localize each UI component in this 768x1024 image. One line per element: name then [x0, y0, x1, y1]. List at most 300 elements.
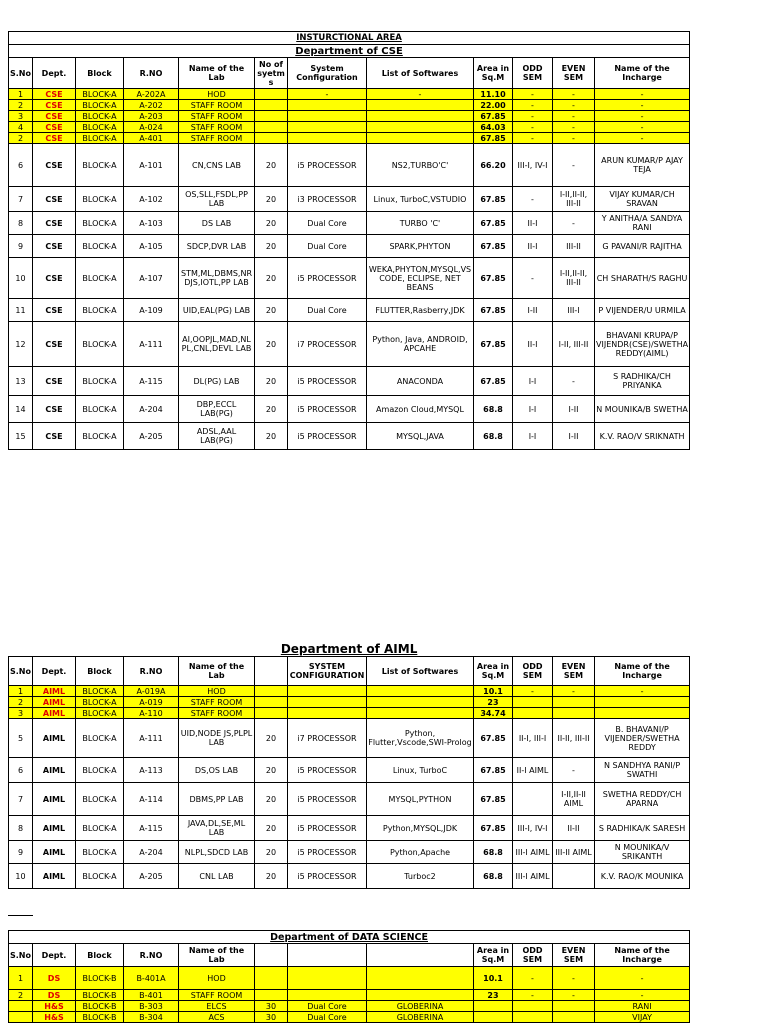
cse-table-cell: BLOCK-A — [76, 122, 124, 133]
aiml-table-cell: S RADHIKA/K SARESH — [595, 816, 690, 841]
ds-table-cell — [553, 1012, 595, 1023]
cse-header-cell: Name of the Lab — [179, 58, 255, 89]
cse-table-cell: A-115 — [124, 367, 179, 396]
cse-table-cell: 67.85 — [474, 187, 513, 212]
cse-table-cell: I-II,II-II, III-II — [553, 187, 595, 212]
cse-table-cell: A-107 — [124, 258, 179, 299]
aiml-table-cell: i7 PROCESSOR — [288, 719, 367, 758]
cse-header-cell: R.NO — [124, 58, 179, 89]
aiml-table-cell: JAVA,DL,SE,ML LAB — [179, 816, 255, 841]
cse-table-cell: 67.85 — [474, 258, 513, 299]
aiml-table-cell: A-205 — [124, 864, 179, 889]
cse-table-cell: DBP,ECCL LAB(PG) — [179, 396, 255, 423]
cse-table-cell: DS LAB — [179, 212, 255, 235]
cse-table-cell: 6 — [9, 144, 33, 187]
aiml-table — [8, 642, 690, 889]
cse-table-cell: 20 — [255, 144, 288, 187]
cse-table-cell: 20 — [255, 187, 288, 212]
aiml-table-cell: A-019A — [124, 686, 179, 697]
aiml-table-cell: AIML — [33, 708, 76, 719]
ds-table-cell: Dual Core — [288, 1001, 367, 1012]
aiml-table-cell: A-113 — [124, 758, 179, 783]
aiml-table-cell: 68.8 — [474, 841, 513, 864]
cse-table-row — [9, 133, 690, 144]
cse-table-cell: 67.85 — [474, 235, 513, 258]
aiml-table-cell — [367, 708, 474, 719]
ds-header-cell: R.NO — [124, 944, 179, 967]
aiml-table-cell: III-II AIML — [553, 841, 595, 864]
cse-table-cell: 67.85 — [474, 111, 513, 122]
cse-table-row — [9, 122, 690, 133]
cse-table-cell — [255, 122, 288, 133]
cse-table-cell: MYSQL,JAVA — [367, 423, 474, 450]
cse-table-cell: A-103 — [124, 212, 179, 235]
cse-table-cell: BLOCK-A — [76, 396, 124, 423]
cse-table-cell: BLOCK-A — [76, 235, 124, 258]
cse-table-cell: - — [553, 367, 595, 396]
ds-table-cell: HOD — [179, 967, 255, 990]
cse-table-row — [9, 235, 690, 258]
ds-header-cell: Name of the Lab — [179, 944, 255, 967]
aiml-table-cell: BLOCK-A — [76, 697, 124, 708]
aiml-table-cell — [513, 697, 553, 708]
cse-table-cell: - — [513, 187, 553, 212]
cse-table-cell: 8 — [9, 212, 33, 235]
cse-table-cell: - — [553, 89, 595, 100]
aiml-table-row — [9, 783, 690, 816]
aiml-table-row — [9, 758, 690, 783]
aiml-table-cell: 7 — [9, 783, 33, 816]
ds-table-cell — [474, 1001, 513, 1012]
ds-table-cell: B-401 — [124, 990, 179, 1001]
cse-table-cell: I-I — [513, 396, 553, 423]
aiml-table-row — [9, 719, 690, 758]
cse-table-cell: 1 — [9, 89, 33, 100]
aiml-table-cell: DBMS,PP LAB — [179, 783, 255, 816]
aiml-table-cell: B. BHAVANI/P VIJENDER/SWETHA REDDY — [595, 719, 690, 758]
aiml-header-cell: Name of the Lab — [179, 657, 255, 686]
ds-table-cell: DS — [33, 990, 76, 1001]
ds-table-row — [9, 1001, 690, 1012]
cse-table-cell: 67.85 — [474, 299, 513, 322]
cse-table-cell: 20 — [255, 299, 288, 322]
ds-header-cell: ODD SEM — [513, 944, 553, 967]
cse-table-cell: - — [367, 89, 474, 100]
aiml-table-cell — [255, 697, 288, 708]
cse-table-cell: 10 — [9, 258, 33, 299]
aiml-table-cell: A-110 — [124, 708, 179, 719]
cse-table-cell: 67.85 — [474, 133, 513, 144]
aiml-header-cell: Area in Sq.M — [474, 657, 513, 686]
aiml-table-cell: BLOCK-A — [76, 719, 124, 758]
aiml-table-cell: MYSQL,PYTHON — [367, 783, 474, 816]
cse-table-cell: i7 PROCESSOR — [288, 322, 367, 367]
aiml-table-cell: AIML — [33, 841, 76, 864]
ds-title: Department of DATA SCIENCE — [9, 931, 690, 944]
aiml-table-cell: i5 PROCESSOR — [288, 783, 367, 816]
aiml-table-cell: AIML — [33, 697, 76, 708]
cse-table-cell: - — [513, 258, 553, 299]
cse-table-cell: A-203 — [124, 111, 179, 122]
aiml-table-cell: 20 — [255, 816, 288, 841]
aiml-table-cell: 68.8 — [474, 864, 513, 889]
ds-table-cell: B-303 — [124, 1001, 179, 1012]
ds-table-cell — [474, 1012, 513, 1023]
cse-header-cell: S.No — [9, 58, 33, 89]
aiml-table-cell: 20 — [255, 864, 288, 889]
cse-header-cell: List of Softwares — [367, 58, 474, 89]
ds-table-cell — [367, 967, 474, 990]
ds-header-cell: Name of the Incharge — [595, 944, 690, 967]
ds-table-cell: H&S — [33, 1001, 76, 1012]
cse-table-cell: II-I — [513, 235, 553, 258]
cse-table-cell: BLOCK-A — [76, 133, 124, 144]
cse-table-cell: I-II — [513, 299, 553, 322]
cse-table-cell: - — [553, 122, 595, 133]
aiml-table-cell: BLOCK-A — [76, 686, 124, 697]
aiml-table-cell: 67.85 — [474, 758, 513, 783]
cse-table-row — [9, 100, 690, 111]
cse-table-cell: - — [513, 89, 553, 100]
cse-table-cell: I-II — [553, 396, 595, 423]
cse-table-cell: - — [553, 133, 595, 144]
aiml-header-cell: Block — [76, 657, 124, 686]
cse-table-cell: 67.85 — [474, 322, 513, 367]
ds-table-cell: GLOBERINA — [367, 1012, 474, 1023]
cse-table-cell: A-401 — [124, 133, 179, 144]
cse-table-cell: ANACONDA — [367, 367, 474, 396]
cse-table-cell: A-202 — [124, 100, 179, 111]
cse-table-cell: 9 — [9, 235, 33, 258]
cse-table-cell: BLOCK-A — [76, 212, 124, 235]
cse-table-cell: i5 PROCESSOR — [288, 144, 367, 187]
cse-table-cell: CH SHARATH/S RAGHU — [595, 258, 690, 299]
cse-table-cell: - — [553, 100, 595, 111]
cse-table-cell: 3 — [9, 111, 33, 122]
cse-table-cell: N MOUNIKA/B SWETHA — [595, 396, 690, 423]
ds-table-cell — [9, 1012, 33, 1023]
aiml-header-cell: S.No — [9, 657, 33, 686]
cse-table-cell: Linux, TurboC,VSTUDIO — [367, 187, 474, 212]
cse-table-cell: STAFF ROOM — [179, 100, 255, 111]
cse-table-cell — [255, 89, 288, 100]
aiml-table-cell: 2 — [9, 697, 33, 708]
cse-table-cell: UID,EAL(PG) LAB — [179, 299, 255, 322]
cse-table-cell: CSE — [33, 235, 76, 258]
aiml-table-cell — [553, 864, 595, 889]
ds-table-cell: STAFF ROOM — [179, 990, 255, 1001]
aiml-header-cell: SYSTEM CONFIGURATION — [288, 657, 367, 686]
aiml-table-cell: AIML — [33, 816, 76, 841]
aiml-table-cell: II-I, III-I — [513, 719, 553, 758]
cse-table-cell: 20 — [255, 396, 288, 423]
cse-table-cell: 67.85 — [474, 367, 513, 396]
aiml-table-cell: I-II,II-II AIML — [553, 783, 595, 816]
aiml-header-cell: R.NO — [124, 657, 179, 686]
cse-table-cell: Dual Core — [288, 299, 367, 322]
ds-table-cell: BLOCK-B — [76, 1012, 124, 1023]
aiml-table-cell: - — [595, 686, 690, 697]
aiml-table-cell: 23 — [474, 697, 513, 708]
aiml-table-cell: A-115 — [124, 816, 179, 841]
aiml-table-cell: - — [553, 758, 595, 783]
aiml-table-cell: 67.85 — [474, 783, 513, 816]
cse-table-cell: III-I — [553, 299, 595, 322]
aiml-header-cell: EVEN SEM — [553, 657, 595, 686]
cse-table-cell: CSE — [33, 133, 76, 144]
aiml-table-cell: AIML — [33, 783, 76, 816]
cse-table-cell: - — [553, 144, 595, 187]
ds-table-cell: 30 — [255, 1001, 288, 1012]
ds-header-cell: Block — [76, 944, 124, 967]
ds-table-cell: BLOCK-B — [76, 990, 124, 1001]
cse-table-cell: i5 PROCESSOR — [288, 367, 367, 396]
ds-table-cell: - — [553, 990, 595, 1001]
aiml-header-cell: List of Softwares — [367, 657, 474, 686]
ds-table-cell — [513, 1012, 553, 1023]
cse-header-row — [9, 58, 690, 89]
cse-table-cell: - — [595, 100, 690, 111]
aiml-title: Department of AIML — [9, 642, 690, 657]
aiml-table-cell: - — [553, 686, 595, 697]
ds-header-cell: Area in Sq.M — [474, 944, 513, 967]
cse-table-cell: 11.10 — [474, 89, 513, 100]
ds-header-cell — [367, 944, 474, 967]
cse-table-cell: II-I — [513, 212, 553, 235]
cse-table-cell: i5 PROCESSOR — [288, 423, 367, 450]
cse-table-cell: 2 — [9, 100, 33, 111]
aiml-table-cell: N MOUNIKA/V SRIKANTH — [595, 841, 690, 864]
cse-table-cell: Dual Core — [288, 235, 367, 258]
cse-table-cell: - — [513, 133, 553, 144]
cse-table-cell: CSE — [33, 322, 76, 367]
cse-table-cell: i3 PROCESSOR — [288, 187, 367, 212]
cse-table-cell: TURBO 'C' — [367, 212, 474, 235]
cse-table-cell: 13 — [9, 367, 33, 396]
aiml-table-cell: 20 — [255, 719, 288, 758]
ds-table-cell: 23 — [474, 990, 513, 1001]
cse-table-cell: 67.85 — [474, 212, 513, 235]
cse-table-cell — [255, 133, 288, 144]
ds-header-cell — [255, 944, 288, 967]
cse-table-cell: 15 — [9, 423, 33, 450]
cse-table-row — [9, 423, 690, 450]
aiml-table-row — [9, 841, 690, 864]
cse-table-cell — [367, 100, 474, 111]
cse-table-cell: i5 PROCESSOR — [288, 396, 367, 423]
cse-table-cell: 20 — [255, 322, 288, 367]
ds-table-cell: BLOCK-B — [76, 967, 124, 990]
cse-table-cell: I-II,II-II, III-II — [553, 258, 595, 299]
aiml-table-cell: N SANDHYA RANI/P SWATHI — [595, 758, 690, 783]
cse-table-cell: ADSL,AAL LAB(PG) — [179, 423, 255, 450]
cse-table-cell: BLOCK-A — [76, 322, 124, 367]
aiml-table-cell: Python,MYSQL,JDK — [367, 816, 474, 841]
aiml-table-cell — [288, 697, 367, 708]
aiml-table-cell: 3 — [9, 708, 33, 719]
aiml-header-cell: Name of the Incharge — [595, 657, 690, 686]
aiml-table-cell: 20 — [255, 841, 288, 864]
cse-table-cell: BLOCK-A — [76, 299, 124, 322]
ds-table-cell: GLOBERINA — [367, 1001, 474, 1012]
cse-table-cell: STAFF ROOM — [179, 111, 255, 122]
cse-table-cell — [288, 133, 367, 144]
cse-table-cell: I-II — [553, 423, 595, 450]
cse-table-cell: Y ANITHA/A SANDYA RANI — [595, 212, 690, 235]
aiml-table-cell — [367, 697, 474, 708]
cse-table-cell: CSE — [33, 212, 76, 235]
ds-table-cell — [288, 967, 367, 990]
cse-table-row — [9, 367, 690, 396]
aiml-header-cell: ODD SEM — [513, 657, 553, 686]
ds-table-cell — [255, 990, 288, 1001]
ds-table-cell: H&S — [33, 1012, 76, 1023]
cse-header-cell: Name of the Incharge — [595, 58, 690, 89]
cse-table-cell: 20 — [255, 235, 288, 258]
cse-table-cell: A-202A — [124, 89, 179, 100]
cse-table-cell: BLOCK-A — [76, 89, 124, 100]
cse-table-cell: STM,ML,DBMS,NRDJS,IOTL,PP LAB — [179, 258, 255, 299]
cse-table-cell: CN,CNS LAB — [179, 144, 255, 187]
aiml-table-cell: Linux, TurboC — [367, 758, 474, 783]
cse-table-cell: 11 — [9, 299, 33, 322]
aiml-table-cell: - — [513, 686, 553, 697]
aiml-table-cell: 67.85 — [474, 816, 513, 841]
cse-table-cell: CSE — [33, 258, 76, 299]
aiml-table-cell — [255, 708, 288, 719]
area-caption: INSTURCTIONAL AREA — [9, 32, 690, 45]
cse-table-cell — [367, 133, 474, 144]
cse-table-cell: A-102 — [124, 187, 179, 212]
aiml-table-cell — [367, 686, 474, 697]
cse-table-row — [9, 111, 690, 122]
cse-table-cell: WEKA,PHYTON,MYSQL,VSCODE, ECLIPSE, NET BEANS — [367, 258, 474, 299]
cse-table-cell: CSE — [33, 396, 76, 423]
aiml-table-cell — [553, 708, 595, 719]
ds-table-cell: BLOCK-B — [76, 1001, 124, 1012]
cse-table — [8, 31, 690, 450]
aiml-table-row — [9, 708, 690, 719]
cse-header-cell: No of syetms — [255, 58, 288, 89]
aiml-table-cell: A-114 — [124, 783, 179, 816]
aiml-table-cell: II-II — [553, 816, 595, 841]
aiml-table-cell — [288, 708, 367, 719]
cse-table-cell: Amazon Cloud,MYSQL — [367, 396, 474, 423]
aiml-table-row — [9, 686, 690, 697]
aiml-table-cell: 34.74 — [474, 708, 513, 719]
aiml-table-cell: II-II, III-II — [553, 719, 595, 758]
aiml-table-cell: AIML — [33, 686, 76, 697]
ds-header-cell: Dept. — [33, 944, 76, 967]
aiml-table-cell — [255, 686, 288, 697]
cse-table-cell: VIJAY KUMAR/CH SRAVAN — [595, 187, 690, 212]
ds-table-cell: ACS — [179, 1012, 255, 1023]
ds-table-cell: Dual Core — [288, 1012, 367, 1023]
aiml-table-cell: STAFF ROOM — [179, 697, 255, 708]
ds-table-cell: - — [513, 967, 553, 990]
aiml-table-cell: 9 — [9, 841, 33, 864]
cse-table-cell: - — [513, 100, 553, 111]
ds-table-cell: - — [595, 990, 690, 1001]
cse-table-cell: 4 — [9, 122, 33, 133]
cse-table-cell: FLUTTER,Rasberry,JDK — [367, 299, 474, 322]
ds-header-cell: EVEN SEM — [553, 944, 595, 967]
aiml-table-cell: BLOCK-A — [76, 758, 124, 783]
cse-table-cell: A-105 — [124, 235, 179, 258]
cse-table-cell: SPARK,PHYTON — [367, 235, 474, 258]
cse-table-cell: 20 — [255, 258, 288, 299]
cse-table-cell: S RADHIKA/CH PRIYANKA — [595, 367, 690, 396]
aiml-table-cell: III-I, IV-I — [513, 816, 553, 841]
ds-table-cell: B-304 — [124, 1012, 179, 1023]
cse-table-cell: A-111 — [124, 322, 179, 367]
cse-table-cell — [255, 111, 288, 122]
aiml-table-cell: AIML — [33, 758, 76, 783]
cse-table-cell: BLOCK-A — [76, 423, 124, 450]
aiml-table-row — [9, 697, 690, 708]
aiml-table-cell: 20 — [255, 758, 288, 783]
aiml-table-cell: A-019 — [124, 697, 179, 708]
aiml-table-cell: BLOCK-A — [76, 708, 124, 719]
aiml-header-row — [9, 657, 690, 686]
ds-table-cell: 1 — [9, 967, 33, 990]
cse-table-cell: BLOCK-A — [76, 144, 124, 187]
ds-table-row — [9, 990, 690, 1001]
cse-table-cell: CSE — [33, 187, 76, 212]
aiml-table-cell: BLOCK-A — [76, 841, 124, 864]
ds-table — [8, 930, 690, 1023]
ds-table-cell: B-401A — [124, 967, 179, 990]
cse-table-cell: CSE — [33, 367, 76, 396]
cse-table-cell — [288, 111, 367, 122]
aiml-table-cell: UID,NODE JS,PLPL LAB — [179, 719, 255, 758]
cse-table-cell — [367, 111, 474, 122]
cse-title: Department of CSE — [9, 45, 690, 58]
cse-table-cell: I-I — [513, 423, 553, 450]
aiml-table-cell — [595, 697, 690, 708]
cse-table-cell: 12 — [9, 322, 33, 367]
cse-table-cell: 68.8 — [474, 396, 513, 423]
cse-table-cell: CSE — [33, 100, 76, 111]
cse-table-cell: A-204 — [124, 396, 179, 423]
ds-table-cell: RANI — [595, 1001, 690, 1012]
cse-table-cell: CSE — [33, 144, 76, 187]
aiml-table-cell: i5 PROCESSOR — [288, 841, 367, 864]
aiml-table-cell: 20 — [255, 783, 288, 816]
aiml-table-cell — [288, 686, 367, 697]
cse-table-cell: 64.03 — [474, 122, 513, 133]
cse-table-cell: - — [553, 212, 595, 235]
aiml-table-cell: AIML — [33, 864, 76, 889]
aiml-table-cell: i5 PROCESSOR — [288, 816, 367, 841]
cse-table-cell: A-109 — [124, 299, 179, 322]
ds-table-row — [9, 967, 690, 990]
cse-table-cell: G PAVANI/R RAJITHA — [595, 235, 690, 258]
cse-table-cell: BLOCK-A — [76, 111, 124, 122]
ds-table-cell: 2 — [9, 990, 33, 1001]
cse-table-cell: - — [595, 111, 690, 122]
ds-table-cell: - — [595, 967, 690, 990]
aiml-table-cell — [513, 783, 553, 816]
cse-table-cell: - — [513, 111, 553, 122]
cse-table-cell: - — [595, 122, 690, 133]
aiml-table-cell — [553, 697, 595, 708]
aiml-header-cell — [255, 657, 288, 686]
aiml-table-cell: 10.1 — [474, 686, 513, 697]
ds-table-row — [9, 1012, 690, 1023]
aiml-table-cell: A-204 — [124, 841, 179, 864]
cse-table-row — [9, 396, 690, 423]
